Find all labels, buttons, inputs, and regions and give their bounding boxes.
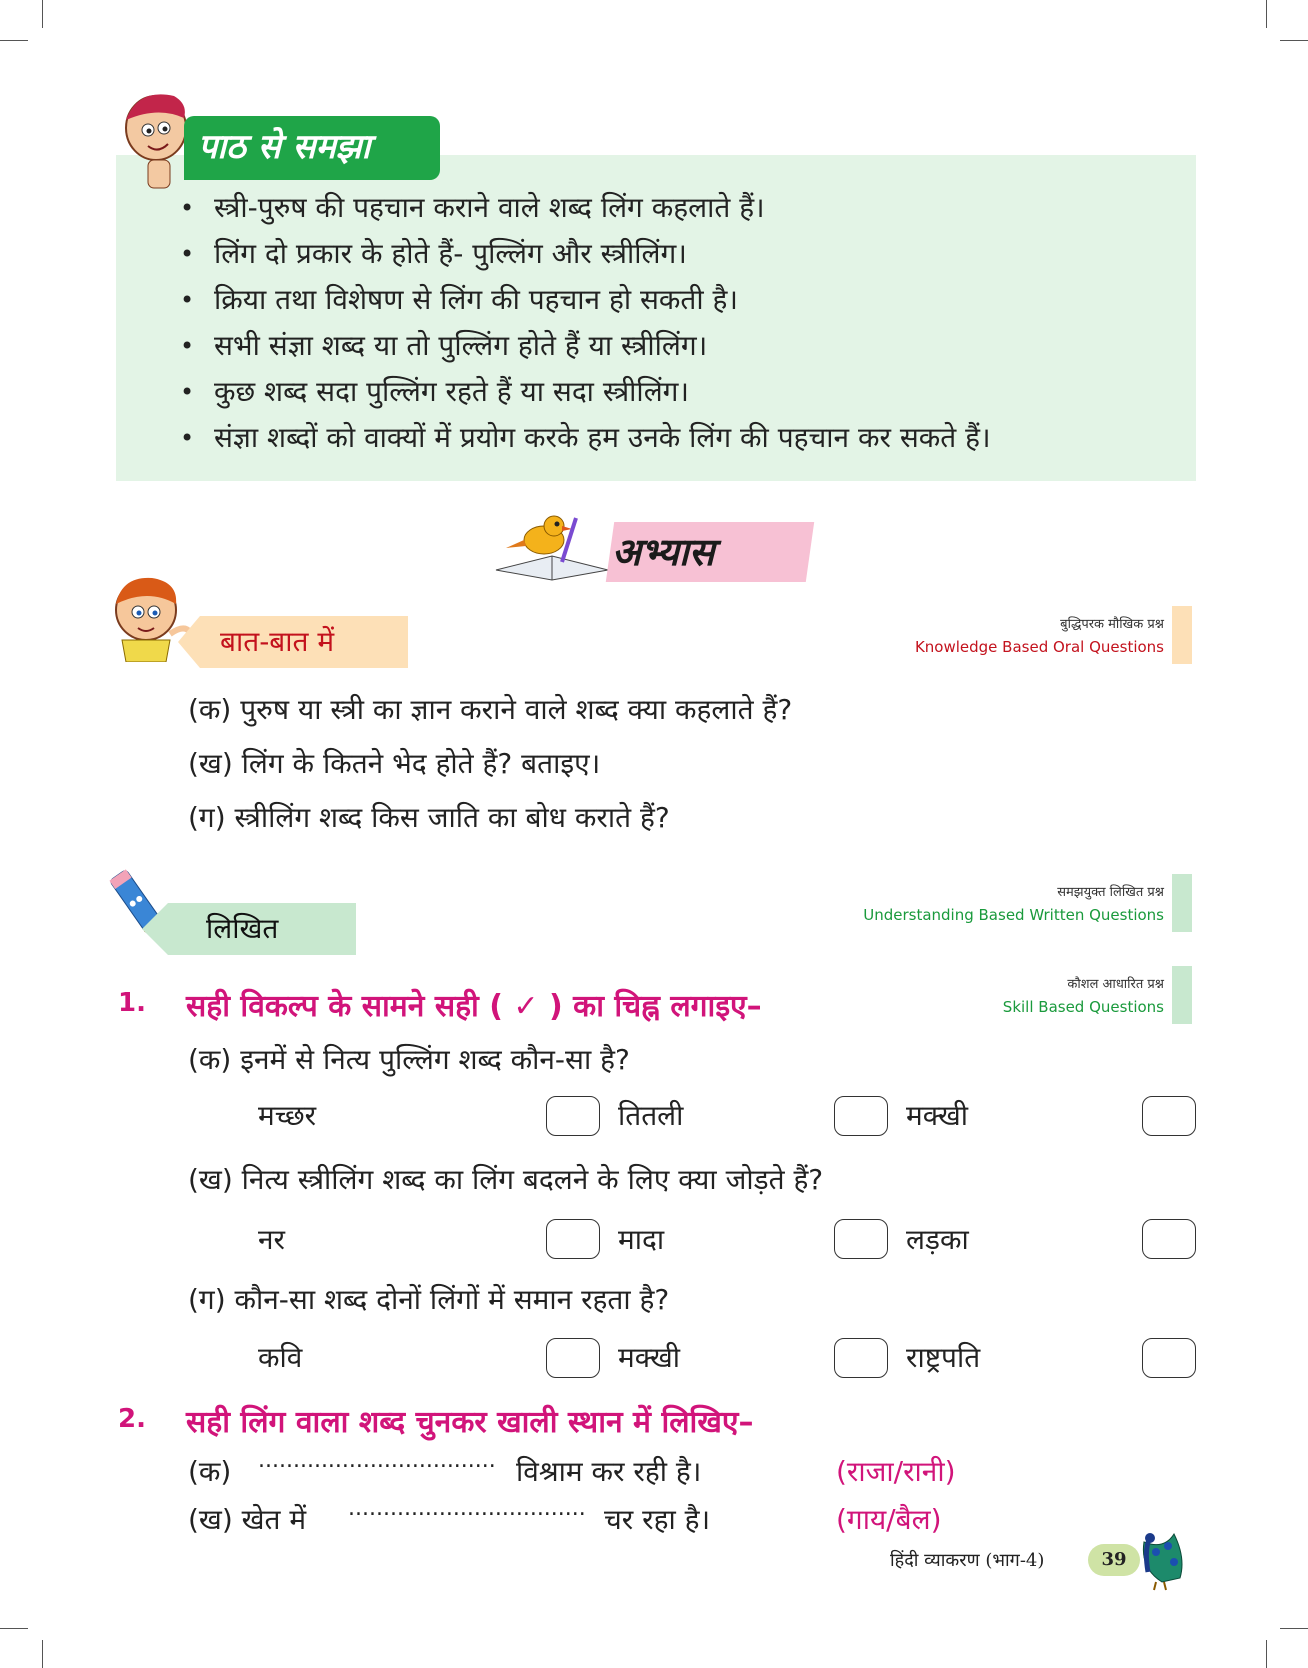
summary-point: • संज्ञा शब्दों को वाक्यों में प्रयोग करके हम उनके लिंग की पहचान कर सकते हैं। bbox=[180, 415, 991, 461]
oral-question: (क) पुरुष या स्त्री का ज्ञान कराने वाले शब्द क्या कहलाते हैं? bbox=[188, 693, 793, 726]
fill-text: विश्राम कर रही है। bbox=[516, 1455, 702, 1488]
oral-label-bar bbox=[1172, 606, 1192, 664]
oral-label-hindi: बुद्धिपरक मौखिक प्रश्न bbox=[1060, 617, 1164, 632]
oral-tab: बात-बात में bbox=[200, 616, 408, 668]
answer-checkbox[interactable] bbox=[546, 1096, 600, 1136]
written-label-hindi: समझयुक्त लिखित प्रश्न bbox=[1057, 885, 1164, 900]
crop-mark bbox=[1266, 1640, 1267, 1668]
skill-label-hindi: कौशल आधारित प्रश्न bbox=[1067, 977, 1164, 992]
peacock-icon bbox=[1134, 1528, 1190, 1592]
summary-point: • क्रिया तथा विशेषण से लिंग की पहचान हो सकती है। bbox=[180, 277, 991, 323]
mcq-option: राष्ट्रपति bbox=[906, 1341, 981, 1374]
summary-point: • कुछ शब्द सदा पुल्लिंग रहते हैं या सदा स्त्रीलिंग। bbox=[180, 369, 991, 415]
question-number: 2. bbox=[118, 1404, 146, 1434]
written-label-english: Understanding Based Written Questions bbox=[863, 906, 1164, 924]
answer-checkbox[interactable] bbox=[1142, 1338, 1196, 1378]
fill-blank[interactable]: .................................. bbox=[348, 1496, 586, 1521]
mcq-question: (ख) नित्य स्त्रीलिंग शब्द का लिंग बदलने के लिए क्या जोड़ते हैं? bbox=[188, 1163, 824, 1196]
crop-mark bbox=[42, 1640, 43, 1668]
page-number: 39 bbox=[1088, 1544, 1140, 1576]
crop-mark bbox=[0, 40, 28, 41]
fill-choice: (राजा/रानी) bbox=[836, 1455, 956, 1488]
skill-label-english: Skill Based Questions bbox=[1002, 998, 1164, 1016]
answer-checkbox[interactable] bbox=[1142, 1096, 1196, 1136]
mcq-option: मक्खी bbox=[618, 1341, 680, 1374]
mcq-option: लड़का bbox=[906, 1223, 969, 1256]
written-tab: लिखित bbox=[168, 903, 356, 955]
fill-choice: (गाय/बैल) bbox=[836, 1503, 942, 1536]
question-heading: सही लिंग वाला शब्द चुनकर खाली स्थान में लिखिए– bbox=[186, 1405, 754, 1440]
mcq-option: मच्छर bbox=[258, 1099, 317, 1132]
mcq-option: कवि bbox=[258, 1341, 303, 1374]
book-title: हिंदी व्याकरण (भाग-4) bbox=[890, 1550, 1045, 1571]
written-label-bar bbox=[1172, 874, 1192, 932]
oral-question: (ख) लिंग के कितने भेद होते हैं? बताइए। bbox=[188, 747, 601, 780]
summary-title: पाठ से समझा bbox=[184, 116, 440, 180]
oral-label-english: Knowledge Based Oral Questions bbox=[914, 638, 1164, 656]
skill-label-bar bbox=[1172, 966, 1192, 1024]
summary-point: • सभी संज्ञा शब्द या तो पुल्लिंग होते हैं या स्त्रीलिंग। bbox=[180, 323, 991, 369]
mcq-question: (ग) कौन-सा शब्द दोनों लिंगों में समान रहता है? bbox=[188, 1283, 670, 1316]
answer-checkbox[interactable] bbox=[834, 1338, 888, 1378]
summary-list bbox=[180, 185, 991, 461]
answer-checkbox[interactable] bbox=[1142, 1219, 1196, 1259]
fill-text: चर रहा है। bbox=[604, 1503, 711, 1536]
answer-checkbox[interactable] bbox=[834, 1096, 888, 1136]
answer-checkbox[interactable] bbox=[546, 1219, 600, 1259]
crop-mark bbox=[1280, 1628, 1308, 1629]
practice-title: अभ्यास bbox=[612, 530, 715, 574]
summary-point: • स्त्री-पुरुष की पहचान कराने वाले शब्द लिंग कहलाते हैं। bbox=[180, 185, 991, 231]
mcq-option: तितली bbox=[618, 1099, 684, 1132]
fill-blank[interactable]: .................................. bbox=[258, 1448, 496, 1473]
crop-mark bbox=[1266, 0, 1267, 28]
answer-checkbox[interactable] bbox=[546, 1338, 600, 1378]
fill-prefix: (क) bbox=[188, 1455, 232, 1488]
crop-mark bbox=[1280, 40, 1308, 41]
summary-point: • लिंग दो प्रकार के होते हैं- पुल्लिंग और स्त्रीलिंग। bbox=[180, 231, 991, 277]
fill-prefix: (ख) खेत में bbox=[188, 1503, 307, 1536]
answer-checkbox[interactable] bbox=[834, 1219, 888, 1259]
bird-writing-icon bbox=[492, 510, 612, 582]
mcq-question: (क) इनमें से नित्य पुल्लिंग शब्द कौन-सा है? bbox=[188, 1043, 630, 1076]
mcq-option: नर bbox=[258, 1223, 285, 1256]
question-heading: सही विकल्प के सामने सही ( ✓ ) का चिह्न लगाइए– bbox=[186, 989, 762, 1024]
question-number: 1. bbox=[118, 988, 146, 1018]
oral-question: (ग) स्त्रीलिंग शब्द किस जाति का बोध कराते हैं? bbox=[188, 801, 670, 834]
crop-mark bbox=[0, 1628, 28, 1629]
mcq-option: मक्खी bbox=[906, 1099, 968, 1132]
crop-mark bbox=[42, 0, 43, 28]
mcq-option: मादा bbox=[618, 1223, 665, 1256]
